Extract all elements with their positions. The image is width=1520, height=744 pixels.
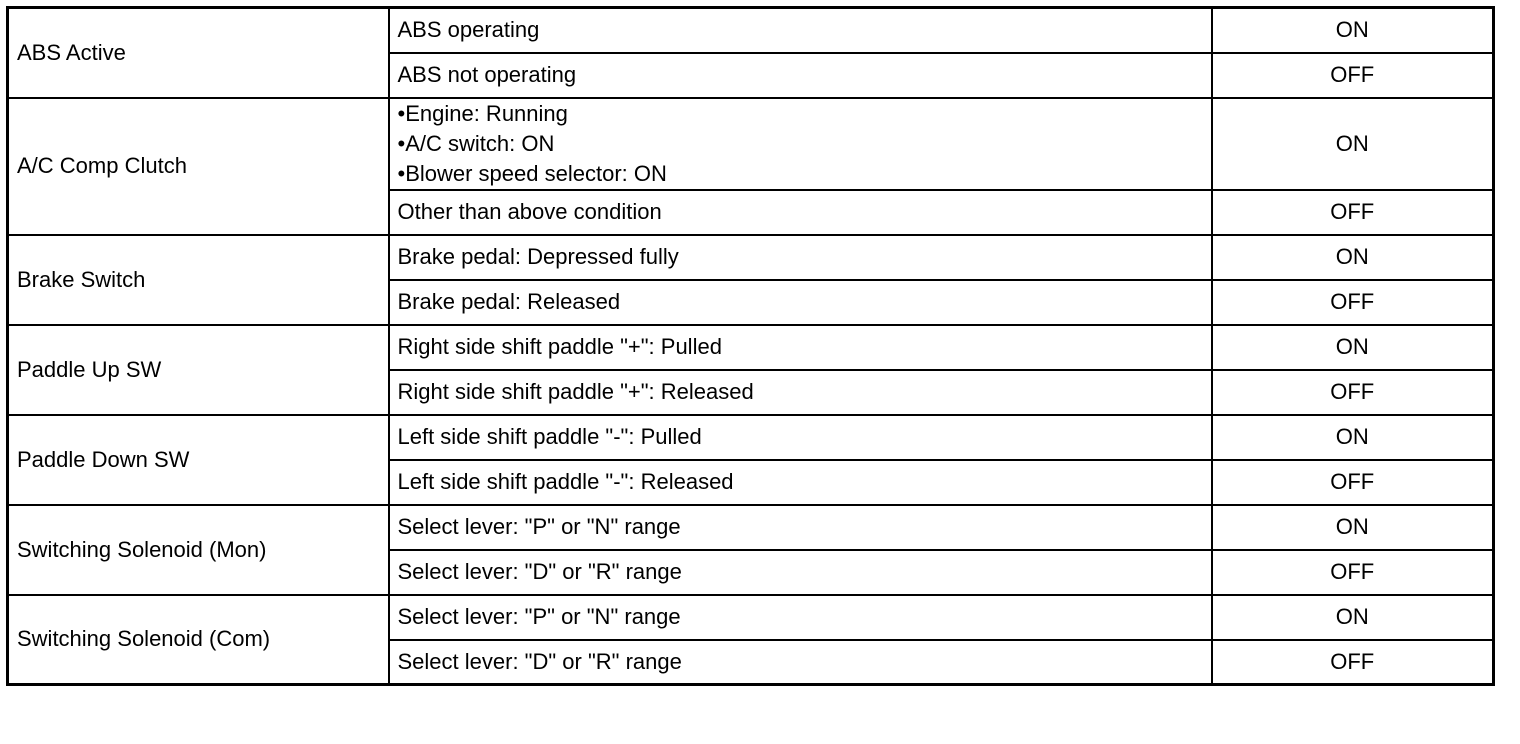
item-name-cell: Switching Solenoid (Com) xyxy=(8,595,389,685)
value-cell: ON xyxy=(1212,415,1494,460)
condition-text: Right side shift paddle "+": Pulled xyxy=(397,334,722,359)
table-row xyxy=(8,8,1494,53)
condition-cell xyxy=(389,505,1212,550)
table-row xyxy=(8,235,1494,280)
item-name-cell: A/C Comp Clutch xyxy=(8,98,389,235)
condition-text: Brake pedal: Released xyxy=(397,289,621,314)
item-name-cell: Brake Switch xyxy=(8,235,389,325)
condition-text: Select lever: "D" or "R" range xyxy=(397,648,682,674)
table-row xyxy=(8,415,1494,460)
value-cell: OFF xyxy=(1212,640,1494,685)
spec-table xyxy=(6,6,1495,686)
condition-text: ABS not operating xyxy=(397,62,577,87)
condition-cell xyxy=(389,550,1212,595)
condition-cell xyxy=(389,640,1212,685)
value-cell: OFF xyxy=(1212,280,1494,325)
condition-text: Other than above condition xyxy=(397,199,662,224)
table-row xyxy=(8,325,1494,370)
condition-cell xyxy=(389,190,1212,235)
condition-text: Select lever: "P" or "N" range xyxy=(397,604,681,629)
condition-cell xyxy=(389,235,1212,280)
condition-text: •Engine: Running xyxy=(397,100,568,126)
item-name-cell: Paddle Up SW xyxy=(8,325,389,415)
condition-cell xyxy=(389,280,1212,325)
table-row xyxy=(8,505,1494,550)
condition-cell xyxy=(389,53,1212,98)
value-cell: ON xyxy=(1212,8,1494,53)
item-name-cell: Switching Solenoid (Mon) xyxy=(8,505,389,595)
condition-cell xyxy=(389,8,1212,53)
value-cell: OFF xyxy=(1212,550,1494,595)
condition-text: Select lever: "P" or "N" range xyxy=(397,514,681,539)
condition-text: •Blower speed selector: ON xyxy=(397,160,667,186)
item-name-cell: ABS Active xyxy=(8,8,389,98)
condition-cell xyxy=(389,370,1212,415)
value-cell: OFF xyxy=(1212,370,1494,415)
condition-cell xyxy=(389,98,1212,190)
table-row xyxy=(8,98,1494,190)
value-cell: ON xyxy=(1212,505,1494,550)
condition-cell xyxy=(389,595,1212,640)
value-cell: ON xyxy=(1212,325,1494,370)
condition-text: ABS operating xyxy=(397,17,540,43)
condition-text: •A/C switch: ON xyxy=(397,130,555,156)
table-row xyxy=(8,595,1494,640)
condition-cell xyxy=(389,325,1212,370)
value-cell: ON xyxy=(1212,98,1494,190)
item-name-cell: Paddle Down SW xyxy=(8,415,389,505)
value-cell: OFF xyxy=(1212,53,1494,98)
value-cell: OFF xyxy=(1212,190,1494,235)
table-body xyxy=(8,8,1494,685)
condition-cell xyxy=(389,415,1212,460)
condition-text: Select lever: "D" or "R" range xyxy=(397,559,682,584)
condition-text: Left side shift paddle "-": Released xyxy=(397,469,734,494)
condition-text: Left side shift paddle "-": Pulled xyxy=(397,424,702,449)
condition-text: Right side shift paddle "+": Released xyxy=(397,379,754,404)
value-cell: ON xyxy=(1212,235,1494,280)
condition-text: Brake pedal: Depressed fully xyxy=(397,244,679,269)
condition-cell xyxy=(389,460,1212,505)
value-cell: ON xyxy=(1212,595,1494,640)
value-cell: OFF xyxy=(1212,460,1494,505)
